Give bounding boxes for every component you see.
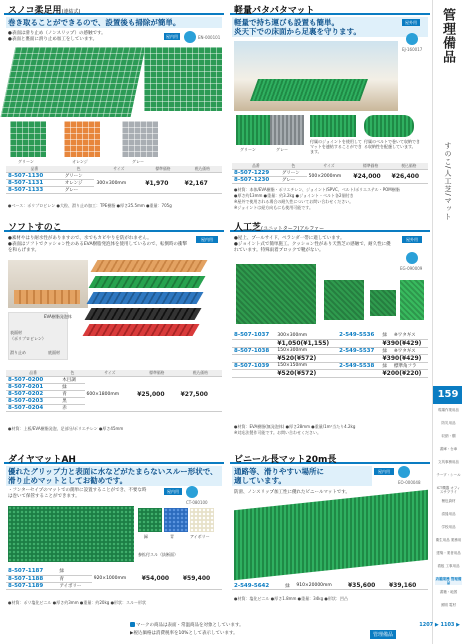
col-header: 品番 (232, 163, 280, 170)
section-caption: 参拡付スル（抜断面） (138, 552, 178, 557)
spec-note: ●材質：ポリ塩化ビニル ●厚さ約3mm ●重量：約20kg ●形状：スルー形状 (8, 600, 147, 605)
panel-header (230, 3, 430, 15)
panel-header (230, 220, 430, 232)
sunoko-black (85, 308, 202, 320)
diagram-label: 底面材 (48, 350, 60, 355)
table-row[interactable]: 8-507-1189 アイボリー (6, 582, 222, 589)
spec-note: ※屋外で使用される場合の耐久性についてお問い合わせください。 (234, 199, 354, 204)
joint-caption: 付属のジョイントを使用してマットを連結することができます。 (310, 139, 362, 154)
sunoko-wood (91, 260, 208, 272)
swatch-green (10, 121, 46, 157)
catch-copy: 巻き取ることができるので、設置後も掃除が簡単。 (8, 18, 181, 27)
spec-note: ●材質：本体/EVA樹脂・ポリエチレン、ジョイント/SPVC、ベルト/ポリエステル・POM樹脂 (234, 187, 400, 192)
nav-item[interactable]: 文具事務用品 (438, 460, 459, 464)
sunoko-blue (87, 292, 204, 304)
swatch-grey (122, 121, 158, 157)
mark-code: CT-080100 (186, 500, 208, 505)
indoor-badge: 屋内用 (374, 468, 394, 475)
col-header: 税込価格 (183, 166, 222, 173)
nav-item[interactable]: 防災用品 (441, 421, 456, 425)
spec-note: ●厚さ約13mm ●重量：約3.2kg ●ジョイント・ベルト各2個付き (234, 193, 354, 198)
swatch-blue (164, 508, 188, 532)
side-code: 1207 ▶ 1103 ▶ (419, 622, 460, 628)
table-row[interactable]: ¥520(¥572) ¥200(¥220) (232, 369, 428, 377)
swatch-label: グリーン (18, 159, 34, 164)
table-row[interactable]: 8-507-1133 グレー (6, 187, 222, 194)
nav-item[interactable]: 現場作業用品 (438, 408, 459, 412)
eco-mark-icon (184, 31, 196, 43)
nav-item[interactable]: 衛生用品 業務用 (435, 538, 462, 542)
panel-title: ソフトすのこ (8, 223, 62, 233)
bullet-1: ・フンターセイプのマットでの簡単に設置することができ、不要な時は巻いて保管することができます。 (8, 488, 147, 499)
swatch-label: アイボリー (190, 534, 210, 539)
description: 防滑、ノンスリップ加工性に優れたビニールマットです。 (234, 490, 350, 495)
spec-note: ●ベース：ポリプロピレン ●大粒、滑り止め加工：TPE樹脂 ●厚さ25.5mm ●重量：705g (8, 203, 172, 208)
nav-item[interactable]: テープ・シール (436, 473, 461, 477)
swatch-orange (64, 121, 100, 157)
belt-caption: 付属のベルトで巻いて収納できる収納性を配慮しています。 (364, 139, 420, 149)
col-header: 税込価格 (179, 370, 222, 377)
col-header: サイズ (85, 370, 136, 377)
nav-item[interactable]: 建築・業者用品 (436, 551, 461, 555)
panel-title: ダイヤマットAH (8, 455, 76, 465)
sunoko-green (89, 276, 206, 288)
turf-tile-large (236, 264, 316, 324)
nav-item[interactable]: 看板 工事用品 (437, 564, 460, 568)
turf-tile-alt (400, 280, 424, 320)
swatch-label: グレー (276, 147, 288, 152)
bullet-1: ●表面は滑り止め（ノンスリップ）の感触です。 (8, 31, 106, 36)
bullet-2: ●ジョイント式で簡単施工。クッション性があり天然芝の感触で、耐久性に優れています。特殊雨着ブロックで靴がない。 (234, 242, 391, 253)
nav-item[interactable]: 書庫・台車 (439, 447, 458, 451)
spec-table (6, 166, 222, 194)
table-row[interactable]: 8-507-1187 緑 920×1000mm ¥54,000 ¥59,400 (6, 568, 222, 575)
table-row[interactable]: 8-507-0201 緑 (6, 384, 222, 391)
diagram-label: 表面材 (10, 330, 22, 335)
page-number: 159 (433, 386, 462, 404)
table-row[interactable]: 8-507-1039 150×150mm 2-549-5538 緑 標準角フラ (232, 362, 428, 369)
eco-mark-icon (406, 33, 418, 45)
panel-header (4, 452, 224, 464)
table-row[interactable]: 2-549-5642 緑 910×20000mm ¥35,600 ¥39,160 (232, 582, 428, 590)
table-row[interactable]: 8-507-1038 150×300mm 2-549-5537 緑 ※ワタギス (232, 347, 428, 354)
joint-photo (310, 115, 356, 137)
rolled-photo (364, 115, 414, 137)
table-row[interactable]: 8-507-0202 青 (6, 391, 222, 398)
table-row[interactable]: 8-507-1130 グリーン 300×300mm ¥1,970 ¥2,167 (6, 173, 222, 180)
bullet-2: ●表面と裏面に滑り止め加工をしています。 (8, 37, 98, 42)
spec-table (6, 568, 222, 590)
table-row[interactable]: ¥520(¥572) ¥390(¥429) (232, 354, 428, 362)
product-panel-patapata (230, 3, 430, 213)
eco-mark-icon (398, 466, 410, 478)
col-header: サイズ (94, 166, 143, 173)
nav-item[interactable]: 梱包資材 (441, 499, 456, 503)
closeup-photo (144, 47, 222, 111)
swatch-label: グリーン (240, 147, 256, 152)
footer-note-2: ▶税込価格は消費税率を10%として表示しています。 (130, 631, 238, 636)
indoor-badge: 屋内用 (196, 236, 218, 243)
catch-copy-1: 軽量で持ち運びも設置も簡単。 (234, 18, 339, 27)
eco-mark-icon (186, 486, 198, 498)
spec-table (6, 370, 222, 412)
diagram-label: EVA樹脂発泡体 (44, 314, 72, 319)
spec-table (232, 582, 428, 590)
mark-code: EG-090009 (400, 266, 423, 271)
outdoor-badge: 屋外用 (402, 19, 420, 26)
info-icon (130, 622, 135, 627)
bullet-1: ●屋上、プールサイド、ベランダ一帯に適しています。 (234, 236, 345, 241)
turf-tile-small (370, 290, 396, 316)
col-header: 標準価格 (351, 163, 389, 170)
table-row[interactable]: 8-507-1037 300×300mm 2-549-5536 緑 ※ワタギス (232, 332, 428, 339)
outdoor-badge: 屋外用 (402, 236, 422, 243)
col-header: 色 (280, 163, 307, 170)
swatch-label: 青 (170, 534, 174, 539)
footer-note-1: マークの商品は表面・常温商品を対象としています。 (130, 622, 244, 628)
swatch-green (236, 115, 270, 145)
spec-table (232, 163, 428, 184)
bullet-1: ●素材やはり耐水性がありますので、水でもカビやりを防がれません。 (8, 236, 152, 241)
sunoko-red (83, 324, 200, 336)
catch-copy: 優れたグリップ力と表面に水などがたまらないスルー形状で、滑り止めマットとしてお勧めです。 (8, 467, 218, 485)
spec-note: ※ジョイントは経方向もにも使用可能です。 (234, 205, 313, 210)
col-header: 標準価格 (143, 166, 182, 173)
spec-note: ●材質：上板/EVA樹脂発泡、足部分/ポリエチレン ●厚さ45mm (8, 426, 124, 431)
swatch-label: 緑 (144, 534, 148, 539)
mark-code: EN-000101 (198, 35, 221, 40)
catch-copy-2: 適しています。 (234, 476, 286, 485)
col-header: 色 (63, 166, 95, 173)
table-row[interactable]: 8-507-1230 グレー (232, 177, 428, 184)
sidebar-title: 管理備品 (440, 8, 455, 64)
mark-code: EO-000048 (398, 480, 421, 485)
table-row[interactable]: 8-507-0203 黒 (6, 398, 222, 405)
product-panel-turf (230, 220, 430, 448)
table-row[interactable]: 8-507-1131 オレンジ (6, 180, 222, 187)
nav-item[interactable]: ICT機器 オフィスサプライ (436, 486, 461, 494)
swatch-label: グレー (132, 159, 144, 164)
swatch-green (138, 508, 162, 532)
product-photo (1, 47, 146, 117)
product-panel-vinyl-mat (230, 452, 430, 618)
mark-code: EJ-160017 (402, 47, 423, 52)
panel-title: 軽量パタパタマット (234, 6, 315, 16)
vinyl-mat-photo (234, 490, 428, 580)
col-header: 標準価格 (135, 370, 178, 377)
nav-item[interactable]: 清掃用品 (441, 512, 456, 516)
panel-header (4, 220, 224, 232)
col-header: 税込価格 (390, 163, 428, 170)
panel-title: ビニール長マット20m長 (234, 455, 337, 465)
spec-note: ※対応法製作可能です。お問い合わせください。 (234, 430, 322, 435)
col-header: 色 (60, 370, 84, 377)
page-footer (0, 620, 460, 644)
eco-mark-icon (406, 252, 418, 264)
nav-item[interactable]: 学校用品 (441, 525, 456, 529)
section-tag: 管理備品 (370, 630, 396, 639)
nav-item-active[interactable]: 店舗業務 管理備品 (435, 577, 462, 585)
indoor-badge: 屋内用 (166, 34, 178, 39)
spec-note: ●材質：EVA樹脂(無発泡体) ●厚さ28mm ●重量/1m²当たり4.2kg (234, 424, 356, 429)
spec-note: ●材質：塩化ビニル ●厚さ1.8mm ●重量：34kg ●形状：凹凸 (234, 596, 348, 601)
turf-tile-medium (324, 280, 364, 320)
panel-title: スノコ柔足用(連結式) (8, 6, 81, 16)
table-row[interactable]: 8-507-0204 赤 (6, 405, 222, 412)
nav-item[interactable]: 書籍・地図 (439, 590, 458, 594)
product-photo (8, 506, 134, 562)
swatch-label: オレンジ (72, 159, 88, 164)
swatch-ivory (190, 508, 214, 532)
col-header: サイズ (307, 163, 352, 170)
indoor-badge: 屋内用 (164, 488, 182, 495)
product-panel-sunoko (4, 3, 224, 213)
panel-header (230, 452, 430, 464)
sidebar (432, 0, 462, 644)
nav-item[interactable]: 収納・棚 (441, 434, 456, 438)
diagram-label: 滑り止め (10, 350, 26, 355)
mat-photo (250, 79, 368, 101)
sidebar-subtitle: すのこ/人工芝/マット (444, 142, 452, 221)
table-row[interactable]: 8-507-1188 青 (6, 575, 222, 582)
diagram-label: （ポリプロピレン） (10, 336, 46, 341)
catch-copy-1: 通路等、滑りやすい場所に (234, 467, 324, 476)
product-panel-soft-sunoko (4, 220, 224, 448)
table-row[interactable]: ¥1,050(¥1,155) ¥390(¥429) (232, 339, 428, 347)
col-header: 品番 (6, 370, 60, 377)
catch-copy-2: 炎天下での床面から足裏を守ります。 (234, 27, 361, 36)
product-panel-diamat (4, 452, 224, 618)
panel-title: 人工芝(ユニットターフ)アルファー (234, 223, 325, 233)
spec-table (232, 332, 428, 378)
panel-header (4, 3, 224, 15)
wood-slats (14, 290, 80, 304)
table-row[interactable]: 8-507-1229 グリーン 500×2000mm ¥24,000 ¥26,400 (232, 170, 428, 177)
bullet-2: ●表面はソフトでクッション性のあるEVA樹脂発泡体を使用しているので、転倒時の衝撃を和らげます。 (8, 242, 187, 253)
nav-item[interactable]: 照明 電材 (440, 603, 457, 607)
table-row[interactable]: 8-507-0200 木目調 600×1800mm ¥25,000 ¥27,500 (6, 377, 222, 384)
col-header: 品番 (6, 166, 63, 173)
swatch-grey (270, 115, 304, 145)
